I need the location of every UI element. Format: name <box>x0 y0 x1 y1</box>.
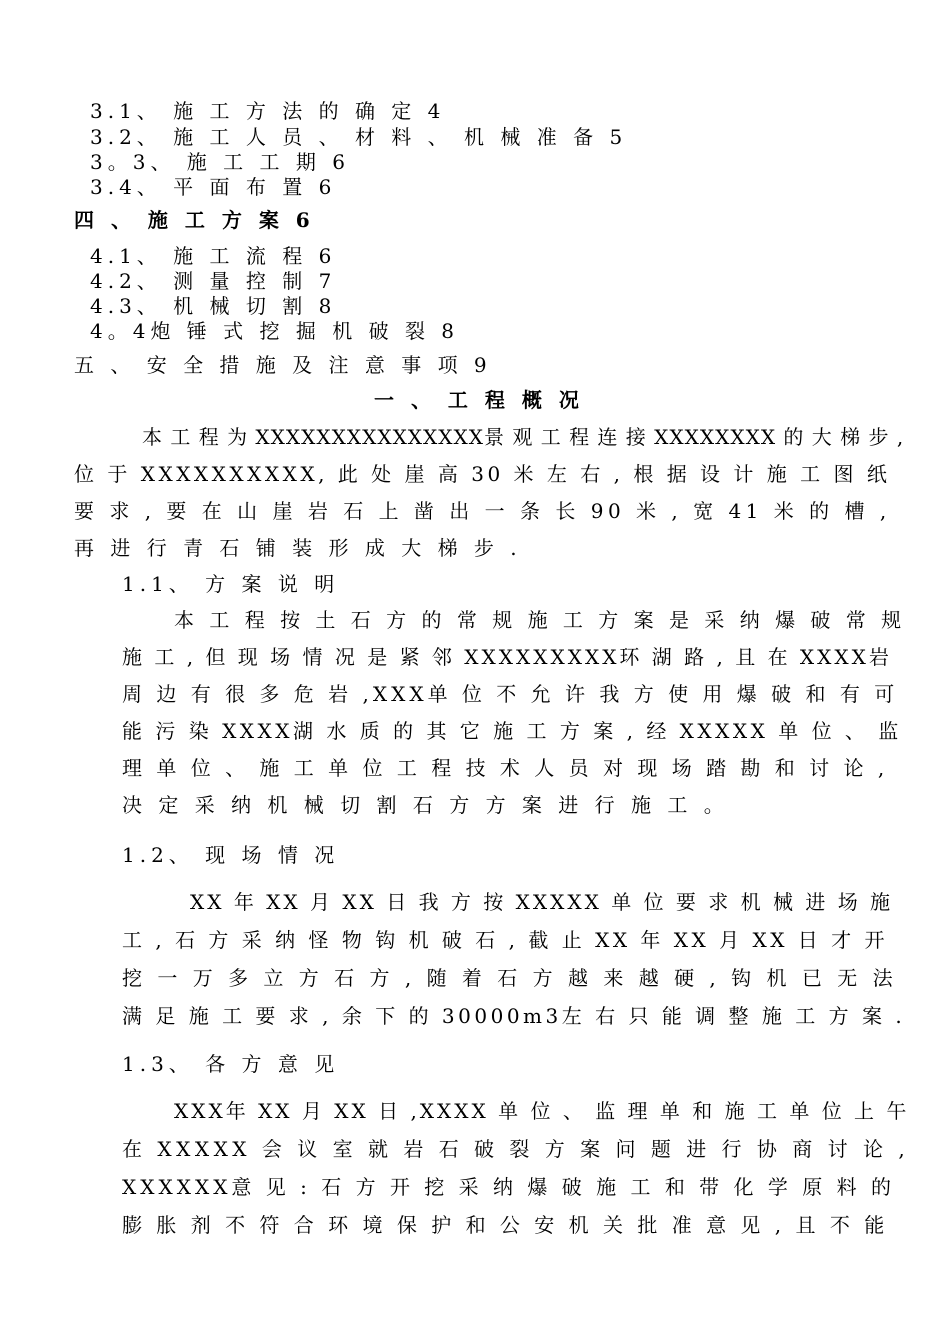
paragraph-line: 满 足 施 工 要 求 , 余 下 的 30000m3左 右 只 能 调 整 施 工 方 案 . <box>122 1004 906 1028</box>
paragraph-line: 在 XXXXX 会 议 室 就 岩 石 破 裂 方 案 问 题 进 行 协 商 讨 论 , <box>122 1137 910 1161</box>
paragraph-line: XXXXXX意 见 : 石 方 开 挖 采 纳 爆 破 施 工 和 带 化 学 原 料 的 <box>122 1175 895 1199</box>
subsection-heading: 1.1、 方 案 说 明 <box>122 572 340 596</box>
paragraph-line: 挖 一 万 多 立 方 石 方 , 随 着 石 方 越 来 越 硬 , 钩 机 已 无 法 <box>122 966 898 990</box>
toc-item: 4.3、 机 械 切 割 8 <box>90 294 337 318</box>
subsection-heading: 1.2、 现 场 情 况 <box>122 843 340 867</box>
subsection-heading: 1.3、 各 方 意 见 <box>122 1052 340 1076</box>
section-heading: 一 、 工 程 概 况 <box>374 388 584 412</box>
paragraph-line: 再 进 行 青 石 铺 装 形 成 大 梯 步 . <box>74 536 522 560</box>
paragraph-line: 能 污 染 XXXX湖 水 质 的 其 它 施 工 方 案 , 经 XXXXX 单 位 、 监 <box>122 719 902 743</box>
paragraph-line: 本 工 程 为 XXXXXXXXXXXXXXX景 观 工 程 连 接 XXXXXXXX 的 大 梯 步 , <box>142 425 905 449</box>
paragraph-line: 决 定 采 纳 机 械 切 割 石 方 方 案 进 行 施 工 。 <box>122 793 729 817</box>
paragraph-line: XX 年 XX 月 XX 日 我 方 按 XXXXX 单 位 要 求 机 械 进 场 施 <box>190 890 894 914</box>
paragraph-line: 要 求 , 要 在 山 崖 岩 石 上 凿 出 一 条 长 90 米 , 宽 41 米 的 槽 , <box>74 499 891 523</box>
paragraph-line: 工 , 石 方 采 纳 怪 物 钩 机 破 石 , 截 止 XX 年 XX 月 XX 日 才 开 <box>122 928 889 952</box>
toc-item: 3.2、 施 工 人 员 、 材 料 、 机 械 准 备 5 <box>90 125 628 149</box>
toc-item: 4。4炮 锤 式 挖 掘 机 破 裂 8 <box>90 319 460 343</box>
toc-item: 4.2、 测 量 控 制 7 <box>90 269 337 293</box>
paragraph-line: 位 于 XXXXXXXXXX, 此 处 崖 高 30 米 左 右 , 根 据 设 计 施 工 图 纸 <box>74 462 891 486</box>
toc-item: 3.4、 平 面 布 置 6 <box>90 175 337 199</box>
toc-section-heading: 四 、 施 工 方 案 6 <box>74 208 315 232</box>
paragraph-line: 理 单 位 、 施 工 单 位 工 程 技 术 人 员 对 现 场 踏 勘 和 讨 论 , <box>122 756 889 780</box>
toc-item: 3.1、 施 工 方 法 的 确 定 4 <box>90 99 446 123</box>
toc-section-heading: 五 、 安 全 措 施 及 注 意 事 项 9 <box>74 353 492 377</box>
paragraph-line: 膨 胀 剂 不 符 合 环 境 保 护 和 公 安 机 关 批 准 意 见 , 且 不 能 <box>122 1213 889 1237</box>
paragraph-line: 本 工 程 按 土 石 方 的 常 规 施 工 方 案 是 采 纳 爆 破 常 规 <box>174 608 906 632</box>
paragraph-line: 施 工 , 但 现 场 情 况 是 紧 邻 XXXXXXXXX环 湖 路 , 且 在 XXXX岩 <box>122 645 892 669</box>
paragraph-line: XXX年 XX 月 XX 日 ,XXXX 单 位 、 监 理 单 和 施 工 单 位 上 午 <box>174 1099 910 1123</box>
toc-item: 3。3、 施 工 工 期 6 <box>90 150 350 174</box>
toc-item: 4.1、 施 工 流 程 6 <box>90 244 337 268</box>
paragraph-line: 周 边 有 很 多 危 岩 ,XXX单 位 不 允 许 我 方 使 用 爆 破 和 有 可 <box>122 682 899 706</box>
